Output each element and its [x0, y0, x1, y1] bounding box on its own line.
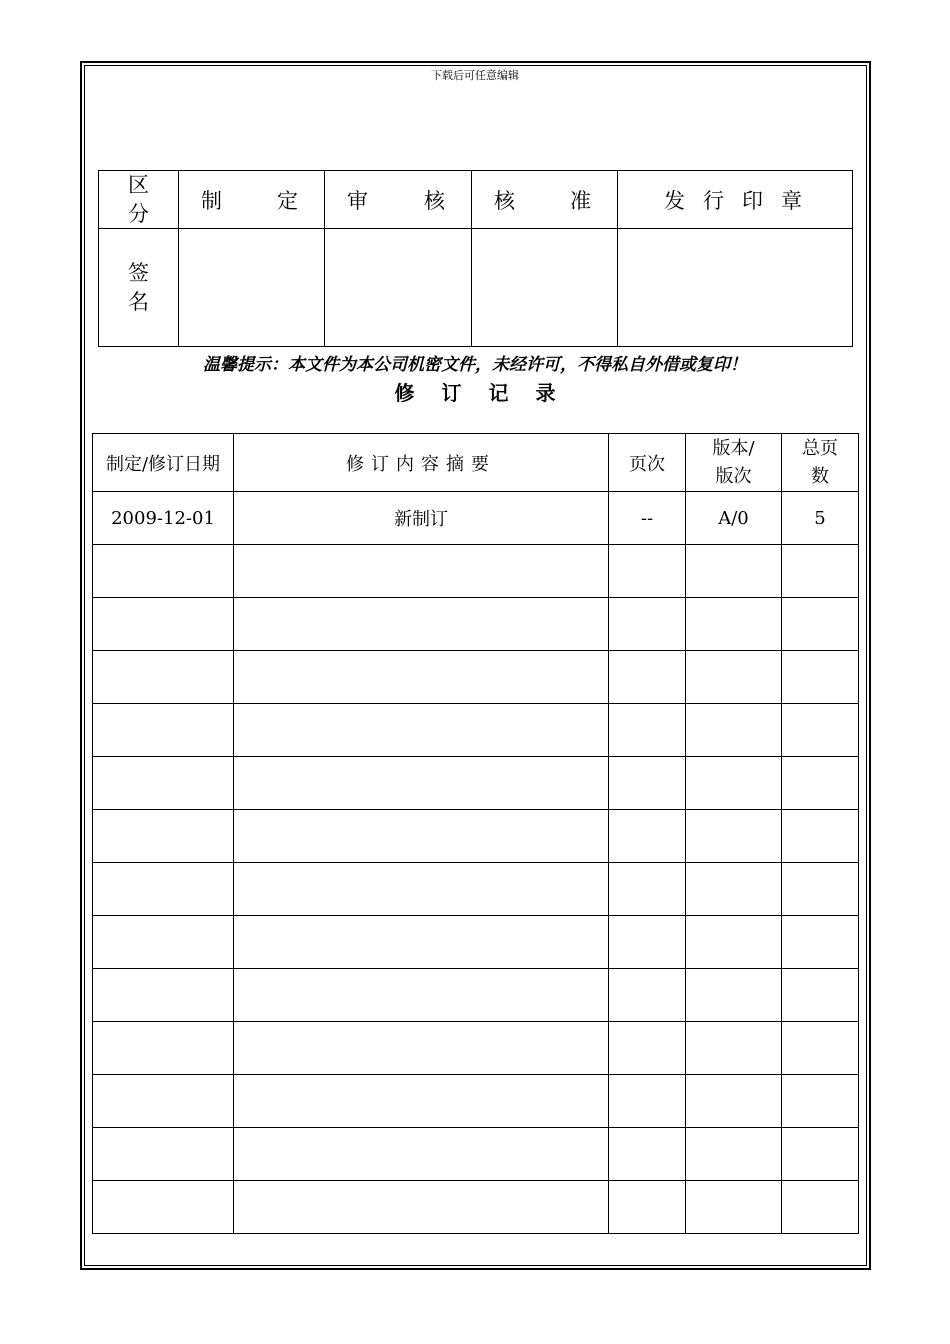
revision-row	[93, 863, 859, 916]
revision-row	[93, 969, 859, 1022]
revision-cell-version[interactable]	[686, 810, 782, 863]
revision-cell-pages[interactable]	[609, 757, 686, 810]
reviewed-signature-cell[interactable]	[325, 229, 472, 347]
approved-header-cell	[472, 171, 618, 229]
revision-cell-summary[interactable]	[234, 704, 609, 757]
prepared-header-cell	[179, 171, 325, 229]
revision-cell-summary[interactable]	[234, 1022, 609, 1075]
revision-cell-total-pages[interactable]	[782, 651, 859, 704]
revision-cell-date[interactable]: 2009-12-01	[93, 492, 234, 545]
revision-cell-pages[interactable]	[609, 810, 686, 863]
revision-cell-summary[interactable]	[234, 969, 609, 1022]
revision-cell-version[interactable]	[686, 1181, 782, 1234]
approval-signature-row	[99, 229, 853, 347]
revision-cell-summary[interactable]	[234, 757, 609, 810]
revision-cell-total-pages[interactable]	[782, 704, 859, 757]
issue-stamp-cell[interactable]	[618, 229, 853, 347]
revision-cell-pages[interactable]	[609, 1075, 686, 1128]
revision-cell-summary[interactable]	[234, 545, 609, 598]
approval-table	[98, 170, 853, 347]
pages-header: 页次	[609, 434, 686, 492]
revision-cell-pages[interactable]	[609, 598, 686, 651]
total-pages-header: 总页数	[802, 437, 838, 487]
revision-cell-date[interactable]	[93, 916, 234, 969]
header-note: 下载后可任意编辑	[431, 69, 519, 82]
revision-cell-version[interactable]	[686, 545, 782, 598]
revision-cell-summary[interactable]	[234, 1128, 609, 1181]
revision-cell-pages[interactable]	[609, 704, 686, 757]
revision-row	[93, 704, 859, 757]
prepared-signature-cell[interactable]	[179, 229, 325, 347]
summary-header: 修订内容摘要	[234, 434, 609, 492]
revision-cell-total-pages[interactable]	[782, 1128, 859, 1181]
revision-cell-date[interactable]	[93, 598, 234, 651]
revision-cell-total-pages[interactable]	[782, 810, 859, 863]
revision-cell-version[interactable]	[686, 1075, 782, 1128]
version-header-cell	[686, 434, 782, 492]
revision-cell-date[interactable]	[93, 1181, 234, 1234]
revision-cell-date[interactable]	[93, 1022, 234, 1075]
revision-cell-total-pages[interactable]	[782, 598, 859, 651]
date-header: 制定/修订日期	[93, 434, 234, 492]
revision-cell-summary[interactable]	[234, 598, 609, 651]
revision-cell-version[interactable]	[686, 704, 782, 757]
revision-row	[93, 1022, 859, 1075]
revision-cell-date[interactable]	[93, 545, 234, 598]
revision-cell-version[interactable]	[686, 598, 782, 651]
revision-cell-summary[interactable]	[234, 651, 609, 704]
revision-cell-date[interactable]	[93, 1128, 234, 1181]
revision-cell-pages[interactable]	[609, 651, 686, 704]
revision-cell-date[interactable]	[93, 651, 234, 704]
version-header: 版本/版次	[712, 437, 755, 487]
revision-cell-total-pages[interactable]	[782, 969, 859, 1022]
revision-header-row	[93, 434, 859, 492]
issue-stamp-header: 发 行 印 章	[664, 188, 802, 213]
revision-cell-version[interactable]	[686, 969, 782, 1022]
revision-cell-summary[interactable]	[234, 1181, 609, 1234]
revision-cell-date[interactable]	[93, 810, 234, 863]
revision-cell-date[interactable]	[93, 1075, 234, 1128]
division-label-cell	[99, 171, 179, 229]
revision-cell-total-pages[interactable]	[782, 1181, 859, 1234]
prepared-header: 制 定	[201, 188, 298, 213]
revision-row	[93, 757, 859, 810]
revision-row	[93, 492, 859, 545]
approved-header: 核 准	[494, 188, 591, 213]
revision-cell-date[interactable]	[93, 969, 234, 1022]
revision-row	[93, 916, 859, 969]
revision-cell-summary[interactable]	[234, 916, 609, 969]
revision-row	[93, 545, 859, 598]
revision-cell-total-pages[interactable]	[782, 863, 859, 916]
revision-cell-pages[interactable]	[609, 916, 686, 969]
revision-row	[93, 598, 859, 651]
revision-cell-date[interactable]	[93, 863, 234, 916]
revision-cell-pages[interactable]: --	[609, 492, 686, 545]
signature-label: 签名	[128, 261, 149, 314]
revision-row	[93, 1128, 859, 1181]
revision-cell-date[interactable]	[93, 704, 234, 757]
revision-cell-total-pages[interactable]	[782, 545, 859, 598]
confidential-warning: 温馨提示：本文件为本公司机密文件，未经许可，不得私自外借或复印！	[203, 355, 747, 375]
revision-row	[93, 1181, 859, 1234]
revision-cell-total-pages[interactable]: 5	[782, 492, 859, 545]
revision-cell-version[interactable]	[686, 916, 782, 969]
revision-cell-pages[interactable]	[609, 969, 686, 1022]
reviewed-header-cell	[325, 171, 472, 229]
revision-row	[93, 651, 859, 704]
revision-cell-total-pages[interactable]	[782, 757, 859, 810]
revision-cell-pages[interactable]	[609, 1128, 686, 1181]
revision-cell-total-pages[interactable]	[782, 1022, 859, 1075]
issue-stamp-header-cell	[618, 171, 853, 229]
revision-table	[92, 433, 859, 1234]
revision-cell-summary[interactable]	[234, 863, 609, 916]
total-pages-header-cell	[782, 434, 859, 492]
revision-cell-summary[interactable]: 新制订	[234, 492, 609, 545]
revision-cell-summary[interactable]	[234, 810, 609, 863]
revision-cell-summary[interactable]	[234, 1075, 609, 1128]
revision-cell-version[interactable]: A/0	[686, 492, 782, 545]
reviewed-header: 审 核	[347, 188, 445, 213]
signature-label-cell	[99, 229, 179, 347]
revision-cell-pages[interactable]	[609, 863, 686, 916]
revision-cell-date[interactable]	[93, 757, 234, 810]
revision-cell-version[interactable]	[686, 1128, 782, 1181]
revision-cell-pages[interactable]	[609, 1022, 686, 1075]
revision-cell-version[interactable]	[686, 863, 782, 916]
revision-cell-total-pages[interactable]	[782, 1075, 859, 1128]
revision-row	[93, 810, 859, 863]
revision-cell-version[interactable]	[686, 1022, 782, 1075]
revision-cell-pages[interactable]	[609, 1181, 686, 1234]
revision-cell-version[interactable]	[686, 757, 782, 810]
approval-header-row	[99, 171, 853, 229]
revision-row	[93, 1075, 859, 1128]
approved-signature-cell[interactable]	[472, 229, 618, 347]
revision-cell-version[interactable]	[686, 651, 782, 704]
revision-record-title: 修订记录	[394, 381, 583, 405]
revision-cell-pages[interactable]	[609, 545, 686, 598]
revision-cell-total-pages[interactable]	[782, 916, 859, 969]
division-label: 区分	[128, 173, 149, 226]
